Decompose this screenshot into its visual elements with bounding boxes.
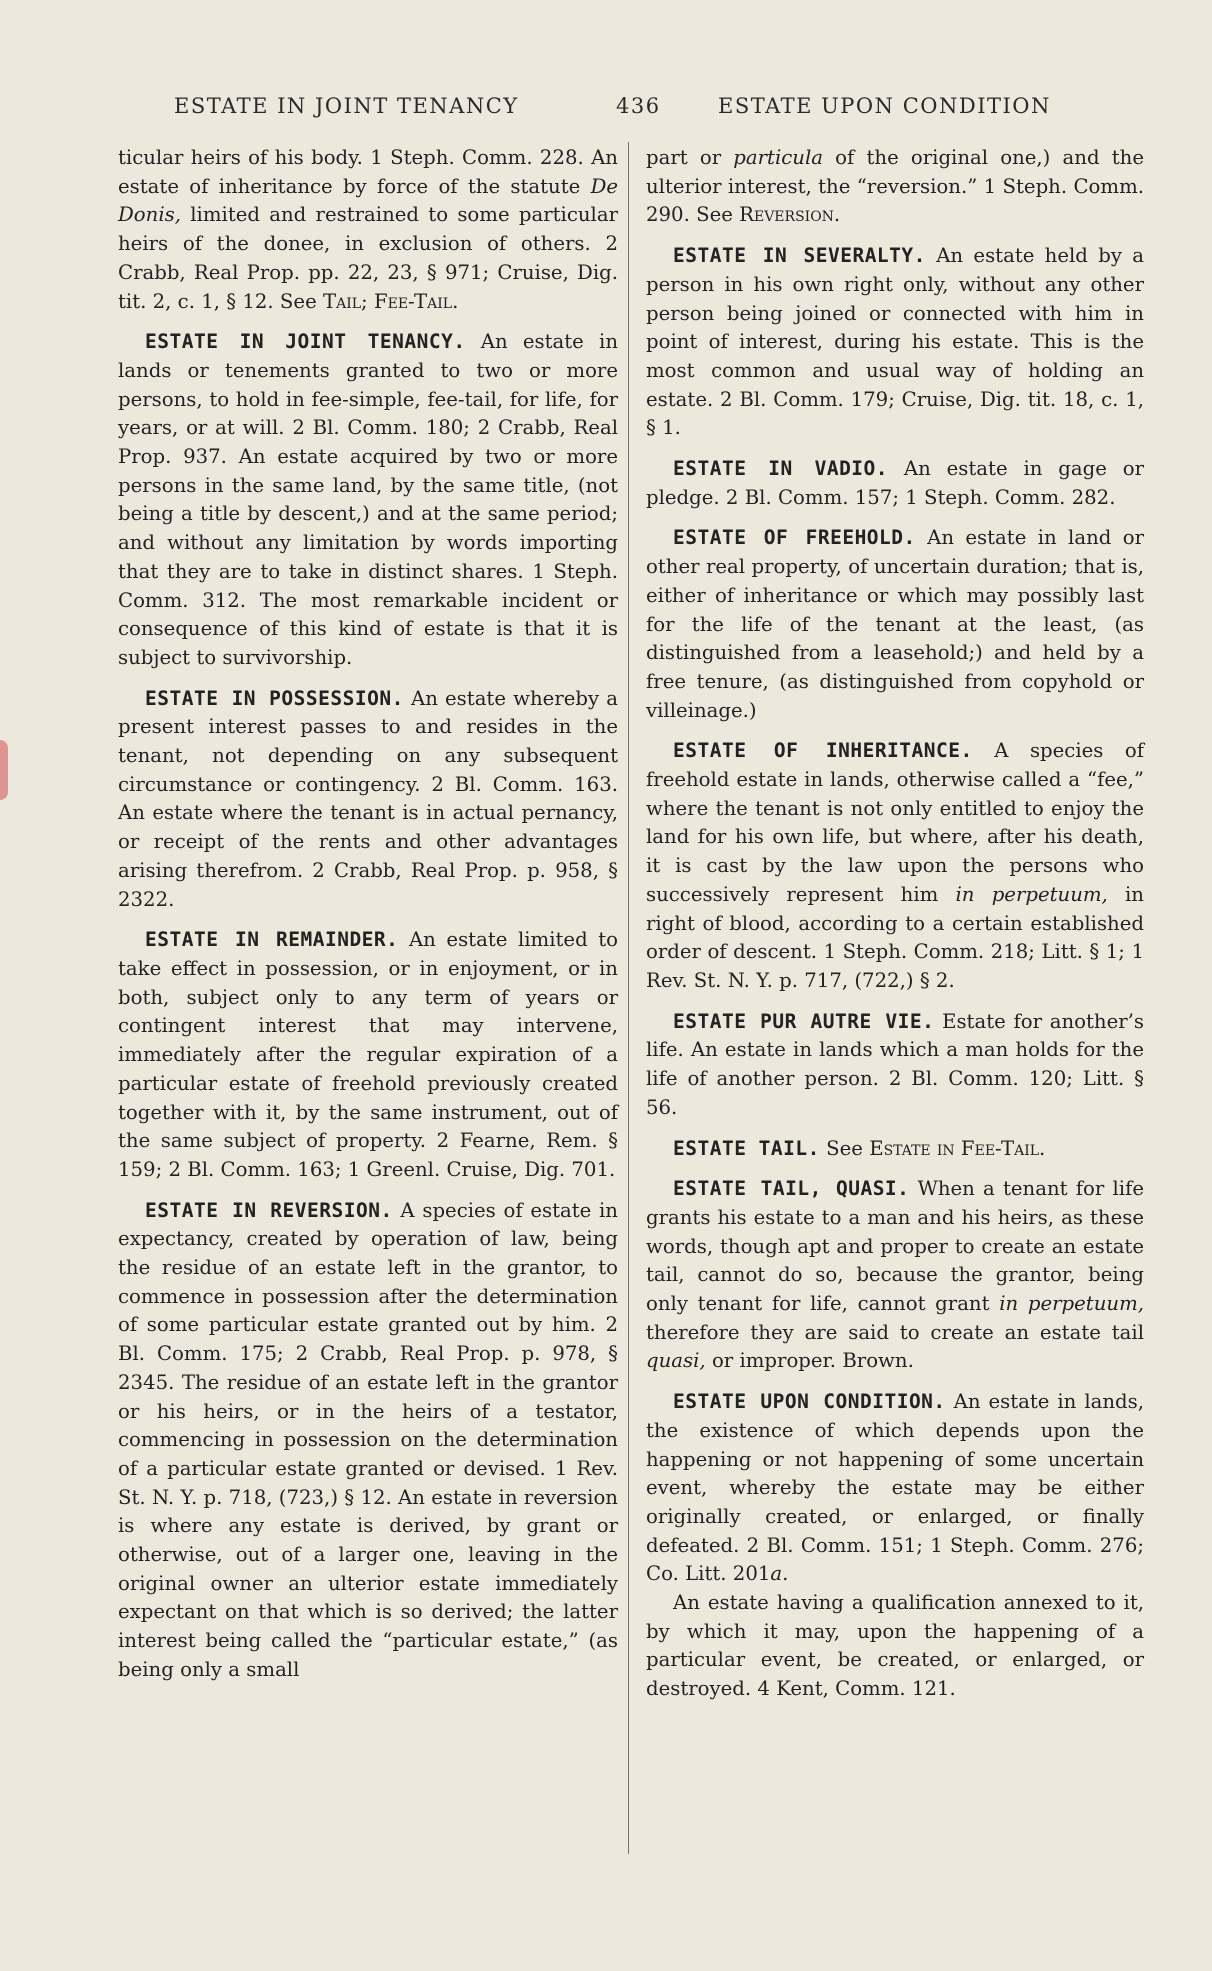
entry-text: A species of estate in expectancy, created by operation of law, being the residue of an estate left in the grantor, to commence in possession after the determination of some particular estate granted out by him. 2 Bl. Comm. 175; 2 Crabb, Real Prop. p. 978, § 2345. The residue of an estate left in the grantor or his heirs, or in the heirs of a testator, commencing in possession on the determination of a particular estate granted or devised. 1 Rev. St. N. Y. p. 718, (723,) § 12. An estate in reversion is where any estate is derived, by grant or otherwise, out of a larger one, leaving in the original owner an ulterior estate immediately expectant on that which is so derived; the latter interest being called the “particular estate,” (as being only a small [118, 1198, 618, 1681]
entry-text: An estate whereby a present interest passes to and resides in the tenant, not depending on any subsequent circumstance or contingency. 2 Bl. Comm. 163. An estate where the tenant is in actual pernancy, or receipt of the rents and other advantages arising therefrom. 2 Crabb, Real Prop. p. 958, § 2322. [118, 686, 618, 911]
entry-inheritance: ESTATE OF INHERITANCE. A species of freehold estate in lands, otherwise called a “fee,” where the tenant is not only entitled to enjoy the land for his own life, but where, after his death, it is cast by the law upon the persons who successively represent him in perpetuum, in right of blood, according to a certain established order of descent. 1 Steph. Comm. 218; Litt. § 1; 1 Rev. St. N. Y. p. 717, (722,) § 2. [646, 739, 1144, 992]
entry-pur-autre-vie [646, 1008, 1144, 1123]
entry-joint-tenancy [118, 328, 618, 672]
italic-term: De Donis, [118, 174, 618, 227]
page-number: 436 [616, 94, 661, 118]
entry-remainder [118, 926, 618, 1184]
entry-headword: ESTATE OF FREEHOLD. [673, 526, 916, 550]
entry-continuation: ticular heirs of his body. 1 Steph. Comm. 228. An estate of inheritance by force of the statute De Donis, limited and restrained to some particular heirs of the donee, in exclusion of others. 2 Crabb, Real Prop. pp. 22, 23, § 971; Cruise, Dig. tit. 2, c. 1, § 12. See Tail; Fee-Tail. [118, 146, 618, 313]
entry-freehold [646, 524, 1144, 725]
entry-text: An estate in lands or tenements granted to two or more persons, to hold in fee-simple, fee-tail, for life, for years, or at will. 2 Bl. Comm. 180; 2 Crabb, Real Prop. 937. An estate acquired by two or more persons in the same land, by the same title, (not being a title by descent,) and at the same period; and without any limitation by words importing that they are to take in distinct shares. 1 Steph. Comm. 312. The most remarkable incident or consequence of this kind of estate is that it is subject to survivorship. [118, 330, 618, 669]
entry-reversion [118, 1197, 618, 1685]
italic-term: quasi, [646, 1349, 706, 1373]
entry-text: An estate in gage or pledge. 2 Bl. Comm. 157; 1 Steph. Comm. 282. [646, 457, 1144, 509]
italic-term: particula [733, 146, 823, 169]
entry-text: An estate held by a person in his own right only, without any other person being joined or connected with him in point of interest, during his estate. This is the most common and usual way of holding an estate. 2 Bl. Comm. 179; Cruise, Dig. tit. 18, c. 1, § 1. [646, 244, 1144, 440]
cross-reference: Reversion. [739, 203, 841, 227]
entry-headword: ESTATE IN REVERSION. [145, 1198, 393, 1222]
entry-headword: ESTATE OF INHERITANCE. [673, 739, 973, 763]
entry-possession [118, 685, 618, 915]
entry-headword: ESTATE TAIL. [673, 1136, 820, 1160]
italic-term: a. [770, 1562, 789, 1586]
entry-text: An estate limited to take effect in possession, or in enjoyment, or in both, subject only to any term of years or contingent interest that may intervene, immediately after the regular expiration of a particular estate of freehold previously created together with it, by the same instrument, out of the same subject of property. 2 Fearne, Rem. § 159; 2 Bl. Comm. 163; 1 Greenl. Cruise, Dig. 701. [118, 928, 618, 1181]
entry-text: An estate in land or other real property, of uncertain duration; that is, either of inheritance or which may possibly last for the life of the tenant at the least, (as distinguished from a leasehold;) and held by a free tenure, (as distinguished from copyhold or villeinage.) [646, 526, 1144, 722]
header-left-guide-word: ESTATE IN JOINT TENANCY [174, 94, 519, 118]
right-column [646, 144, 1144, 1716]
entry-headword: ESTATE IN SEVERALTY. [673, 244, 926, 268]
entry-continuation: part or particula of the original one,) and the ulterior interest, the “reversion.” 1 Steph. Comm. 290. See Reversion. [646, 146, 1144, 227]
entry-upon-condition-second-paragraph: An estate having a qualification annexed to it, by which it may, upon the happening of a particular event, be created, or enlarged, or destroyed. 4 Kent, Comm. 121. [646, 1591, 1144, 1701]
entry-headword: ESTATE PUR AUTRE VIE. [673, 1009, 935, 1033]
left-column [118, 144, 618, 1697]
entry-estate-tail-quasi: ESTATE TAIL, QUASI. When a tenant for life grants his estate to a man and his heirs, as these words, though apt and proper to create an estate tail, cannot do so, because the grantor, being only tenant for life, cannot grant in perpetuum, therefore they are said to create an estate tail quasi, or improper. Brown. [646, 1177, 1144, 1373]
cross-reference: Tail; Fee-Tail. [322, 289, 459, 313]
entry-vadio [646, 455, 1144, 512]
entry-severalty [646, 242, 1144, 443]
entry-headword: ESTATE IN VADIO. [673, 457, 889, 481]
entry-headword: ESTATE TAIL, QUASI. [673, 1177, 910, 1201]
entry-upon-condition: ESTATE UPON CONDITION. An estate in lands, the existence of which depends upon the happening or not happening of some uncertain event, whereby the estate may be either originally created, or enlarged, or finally defeated. 2 Bl. Comm. 151; 1 Steph. Comm. 276; Co. Litt. 201a. [646, 1390, 1144, 1586]
entry-estate-tail: ESTATE TAIL. See Estate in Fee-Tail. [673, 1136, 1046, 1160]
entry-headword: ESTATE IN POSSESSION. [145, 686, 404, 710]
entry-headword: ESTATE IN REMAINDER. [145, 928, 399, 952]
margin-stain [0, 740, 8, 800]
italic-term: in perpetuum, [999, 1292, 1144, 1316]
cross-reference: Estate in Fee-Tail. [869, 1136, 1046, 1160]
italic-term: in perpetuum, [955, 882, 1108, 906]
running-header [120, 94, 1086, 124]
header-right-guide-word: ESTATE UPON CONDITION [718, 94, 1051, 118]
entry-headword: ESTATE UPON CONDITION. [673, 1390, 946, 1414]
entry-text: Estate for another’s life. An estate in lands which a man holds for the life of another person. 2 Bl. Comm. 120; Litt. § 56. [646, 1009, 1144, 1119]
entry-headword: ESTATE IN JOINT TENANCY. [145, 330, 466, 354]
column-divider [628, 142, 629, 1854]
